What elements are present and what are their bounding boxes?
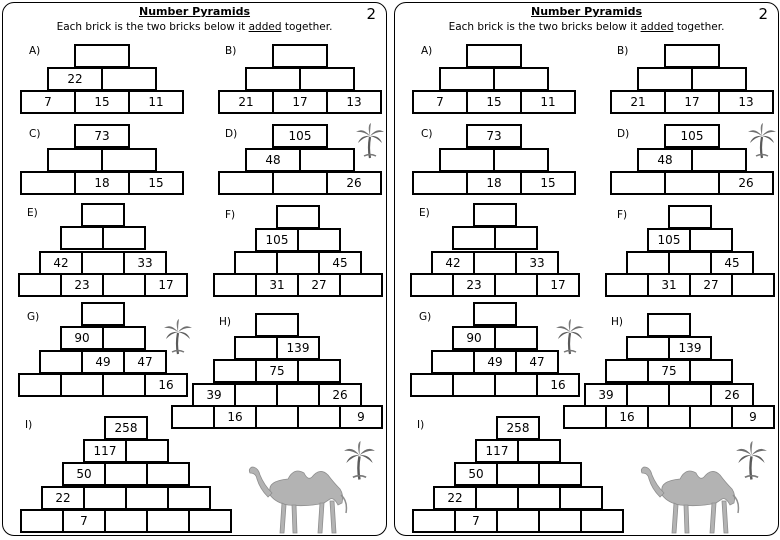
pyramid-brick: 9 <box>731 405 775 429</box>
pyramid-brick[interactable] <box>410 273 454 297</box>
pyramid-brick[interactable] <box>297 228 341 252</box>
pyramid-brick: 13 <box>326 90 382 114</box>
pyramid-brick: 47 <box>515 350 559 374</box>
pyramid-brick[interactable] <box>452 373 496 397</box>
pyramid-brick[interactable] <box>410 373 454 397</box>
pyramid-brick: 105 <box>647 228 691 252</box>
pyramid-brick: 73 <box>74 124 130 148</box>
pyramid-brick[interactable] <box>475 486 519 510</box>
pyramid-brick[interactable] <box>496 462 540 486</box>
palm-tree-icon <box>355 123 385 159</box>
pyramid-brick: 90 <box>452 326 496 350</box>
pyramid-brick[interactable] <box>538 462 582 486</box>
instruction-emphasis: added <box>640 21 674 33</box>
pyramid-brick[interactable] <box>668 205 712 229</box>
pyramid-brick[interactable] <box>494 273 538 297</box>
pyramid-brick[interactable] <box>689 359 733 383</box>
pyramid-brick[interactable] <box>493 148 549 172</box>
camel-icon <box>640 455 750 535</box>
pyramid-brick: 42 <box>39 251 83 275</box>
pyramid-brick: 33 <box>123 251 167 275</box>
worksheet-page <box>2 2 387 536</box>
pyramid-label: F) <box>225 209 236 221</box>
pyramid-brick[interactable] <box>102 273 146 297</box>
pyramid-brick: 48 <box>245 148 301 172</box>
pyramid-brick[interactable] <box>272 44 328 68</box>
pyramid-brick: 31 <box>647 273 691 297</box>
pyramid-brick: 22 <box>47 67 103 91</box>
pyramid-brick[interactable] <box>689 405 733 429</box>
pyramid-brick[interactable] <box>255 405 299 429</box>
instruction-text: together. <box>281 21 333 33</box>
instruction-text: Each brick is the two bricks below it <box>56 21 249 33</box>
pyramid-brick[interactable] <box>102 226 146 250</box>
pyramid-brick[interactable] <box>664 44 720 68</box>
page-title: Number Pyramids <box>138 5 251 18</box>
pyramid-brick: 45 <box>710 251 754 275</box>
pyramid-label: C) <box>29 128 41 140</box>
palm-tree-icon <box>555 319 585 355</box>
pyramid-brick[interactable] <box>610 171 666 195</box>
pyramid-brick: 17 <box>664 90 720 114</box>
pyramid-brick: 7 <box>62 509 106 533</box>
pyramid-brick[interactable] <box>60 373 104 397</box>
pyramid-brick[interactable] <box>493 67 549 91</box>
pyramid-brick[interactable] <box>431 350 475 374</box>
pyramid-brick[interactable] <box>439 67 495 91</box>
pyramid-brick[interactable] <box>439 148 495 172</box>
pyramid-brick[interactable] <box>255 313 299 337</box>
pyramid-brick[interactable] <box>580 509 624 533</box>
pyramid-brick[interactable] <box>626 336 670 360</box>
pyramid-brick[interactable] <box>517 486 561 510</box>
pyramid-brick[interactable] <box>276 383 320 407</box>
pyramid-brick: 22 <box>41 486 85 510</box>
pyramid-brick[interactable] <box>276 251 320 275</box>
pyramid-brick[interactable] <box>81 302 125 326</box>
pyramid-brick[interactable] <box>167 486 211 510</box>
pyramid-brick: 21 <box>218 90 274 114</box>
pyramid-brick: 16 <box>605 405 649 429</box>
pyramid-brick: 7 <box>20 90 76 114</box>
camel-icon <box>248 455 358 535</box>
pyramid-brick[interactable] <box>146 462 190 486</box>
pyramid-brick: 45 <box>318 251 362 275</box>
pyramid-brick[interactable] <box>299 67 355 91</box>
pyramid-brick[interactable] <box>213 273 257 297</box>
pyramid-brick[interactable] <box>563 405 607 429</box>
pyramid-brick[interactable] <box>81 203 125 227</box>
pyramid-brick: 90 <box>60 326 104 350</box>
pyramid-brick[interactable] <box>466 44 522 68</box>
pyramid-brick[interactable] <box>102 373 146 397</box>
pyramid-brick: 17 <box>272 90 328 114</box>
pyramid-brick[interactable] <box>496 509 540 533</box>
instructions <box>395 21 778 33</box>
pyramid-label: C) <box>421 128 433 140</box>
instructions <box>3 21 386 33</box>
pyramid-brick[interactable] <box>605 359 649 383</box>
pyramid-brick[interactable] <box>81 251 125 275</box>
pyramid-label: G) <box>419 311 432 323</box>
pyramid-brick[interactable] <box>234 251 278 275</box>
pyramid-brick: 42 <box>431 251 475 275</box>
pyramid-brick: 75 <box>647 359 691 383</box>
pyramid-brick[interactable] <box>104 462 148 486</box>
pyramid-brick[interactable] <box>473 251 517 275</box>
pyramid-brick[interactable] <box>668 251 712 275</box>
pyramid-brick: 27 <box>689 273 733 297</box>
pyramid-brick: 117 <box>475 439 519 463</box>
pyramid-brick: 105 <box>272 124 328 148</box>
pyramid-brick: 139 <box>668 336 712 360</box>
pyramid-brick: 7 <box>412 90 468 114</box>
pyramid-brick: 48 <box>637 148 693 172</box>
pyramid-brick[interactable] <box>20 509 64 533</box>
pyramid-brick: 258 <box>496 416 540 440</box>
pyramid-brick: 50 <box>62 462 106 486</box>
pyramid-label: E) <box>419 207 430 219</box>
pyramid-brick: 23 <box>452 273 496 297</box>
pyramid-brick[interactable] <box>494 326 538 350</box>
pyramid-brick: 18 <box>74 171 130 195</box>
pyramid-brick: 49 <box>473 350 517 374</box>
pyramid-brick[interactable] <box>538 509 582 533</box>
pyramid-brick[interactable] <box>60 226 104 250</box>
pyramid-brick: 16 <box>536 373 580 397</box>
pyramid-brick: 105 <box>664 124 720 148</box>
pyramid-brick[interactable] <box>452 226 496 250</box>
worksheet-page <box>394 2 779 536</box>
pyramid-brick[interactable] <box>559 486 603 510</box>
pyramid-brick: 23 <box>60 273 104 297</box>
pyramid-brick[interactable] <box>146 509 190 533</box>
pyramid-brick: 105 <box>255 228 299 252</box>
pyramid-brick: 47 <box>123 350 167 374</box>
pyramid-brick[interactable] <box>234 336 278 360</box>
pyramid-brick: 18 <box>466 171 522 195</box>
pyramid-brick[interactable] <box>412 509 456 533</box>
pyramid-brick[interactable] <box>668 383 712 407</box>
pyramid-label: G) <box>27 311 40 323</box>
pyramid-brick: 49 <box>81 350 125 374</box>
pyramid-brick: 27 <box>297 273 341 297</box>
pyramid-brick[interactable] <box>297 359 341 383</box>
pyramid-label: A) <box>29 45 41 57</box>
pyramid-brick[interactable] <box>664 171 720 195</box>
pyramid-brick[interactable] <box>245 67 301 91</box>
pyramid-brick[interactable] <box>18 373 62 397</box>
pyramid-brick[interactable] <box>626 251 670 275</box>
pyramid-label: A) <box>421 45 433 57</box>
pyramid-brick: 15 <box>74 90 130 114</box>
pyramid-label: D) <box>617 128 630 140</box>
pyramid-brick[interactable] <box>605 273 649 297</box>
pyramid-brick: 258 <box>104 416 148 440</box>
pyramid-brick[interactable] <box>276 205 320 229</box>
pyramid-brick[interactable] <box>473 203 517 227</box>
pyramid-brick[interactable] <box>104 509 148 533</box>
pyramid-brick[interactable] <box>473 302 517 326</box>
pyramid-brick[interactable] <box>234 383 278 407</box>
pyramid-brick[interactable] <box>626 383 670 407</box>
pyramid-brick[interactable] <box>637 67 693 91</box>
pyramid-brick: 17 <box>536 273 580 297</box>
pyramid-brick[interactable] <box>689 228 733 252</box>
pyramid-brick: 26 <box>326 171 382 195</box>
pyramid-brick[interactable] <box>494 373 538 397</box>
pyramid-brick: 17 <box>144 273 188 297</box>
pyramid-brick[interactable] <box>125 486 169 510</box>
pyramid-brick: 11 <box>520 90 576 114</box>
pyramid-brick: 26 <box>710 383 754 407</box>
instruction-text: together. <box>673 21 725 33</box>
instruction-emphasis: added <box>248 21 282 33</box>
pyramid-brick[interactable] <box>691 148 747 172</box>
pyramid-brick: 22 <box>433 486 477 510</box>
pyramid-brick: 73 <box>466 124 522 148</box>
pyramid-brick: 26 <box>318 383 362 407</box>
pyramid-brick[interactable] <box>272 171 328 195</box>
pyramid-brick[interactable] <box>47 148 103 172</box>
pyramid-brick[interactable] <box>647 313 691 337</box>
pyramid-brick: 16 <box>213 405 257 429</box>
pyramid-brick[interactable] <box>20 171 76 195</box>
pyramid-label: F) <box>617 209 628 221</box>
pyramid-brick[interactable] <box>731 273 775 297</box>
pyramid-brick: 50 <box>454 462 498 486</box>
pyramid-brick[interactable] <box>213 359 257 383</box>
pyramid-brick[interactable] <box>39 350 83 374</box>
pyramid-brick: 7 <box>454 509 498 533</box>
pyramid-brick[interactable] <box>83 486 127 510</box>
pyramid-label: H) <box>219 316 231 328</box>
pyramid-label: H) <box>611 316 623 328</box>
pyramid-brick[interactable] <box>494 226 538 250</box>
page-number: 2 <box>758 5 768 23</box>
pyramid-brick: 13 <box>718 90 774 114</box>
pyramid-brick: 15 <box>128 171 184 195</box>
pyramid-brick[interactable] <box>218 171 274 195</box>
palm-tree-icon <box>163 319 193 355</box>
pyramid-label: I) <box>417 419 425 431</box>
pyramid-brick: 75 <box>255 359 299 383</box>
pyramid-brick[interactable] <box>339 273 383 297</box>
pyramid-brick: 39 <box>192 383 236 407</box>
pyramid-brick[interactable] <box>188 509 232 533</box>
pyramid-brick[interactable] <box>171 405 215 429</box>
pyramid-brick: 11 <box>128 90 184 114</box>
pyramid-brick[interactable] <box>101 67 157 91</box>
page-number: 2 <box>366 5 376 23</box>
pyramid-label: B) <box>617 45 629 57</box>
pyramid-brick[interactable] <box>18 273 62 297</box>
pyramid-brick[interactable] <box>297 405 341 429</box>
pyramid-label: D) <box>225 128 238 140</box>
pyramid-brick: 139 <box>276 336 320 360</box>
pyramid-brick: 31 <box>255 273 299 297</box>
pyramid-brick[interactable] <box>691 67 747 91</box>
pyramid-brick: 117 <box>83 439 127 463</box>
pyramid-brick[interactable] <box>647 405 691 429</box>
pyramid-brick: 33 <box>515 251 559 275</box>
pyramid-brick[interactable] <box>101 148 157 172</box>
pyramid-brick: 15 <box>466 90 522 114</box>
pyramid-label: I) <box>25 419 33 431</box>
pyramid-brick[interactable] <box>74 44 130 68</box>
pyramid-brick: 9 <box>339 405 383 429</box>
pyramid-brick[interactable] <box>102 326 146 350</box>
palm-tree-icon <box>747 123 777 159</box>
pyramid-brick: 26 <box>718 171 774 195</box>
pyramid-brick[interactable] <box>125 439 169 463</box>
pyramid-brick: 21 <box>610 90 666 114</box>
instruction-text: Each brick is the two bricks below it <box>448 21 641 33</box>
pyramid-brick: 15 <box>520 171 576 195</box>
pyramid-brick[interactable] <box>517 439 561 463</box>
pyramid-brick[interactable] <box>299 148 355 172</box>
pyramid-brick: 16 <box>144 373 188 397</box>
pyramid-brick[interactable] <box>412 171 468 195</box>
page-title: Number Pyramids <box>530 5 643 18</box>
pyramid-label: E) <box>27 207 38 219</box>
pyramid-label: B) <box>225 45 237 57</box>
pyramid-brick: 39 <box>584 383 628 407</box>
